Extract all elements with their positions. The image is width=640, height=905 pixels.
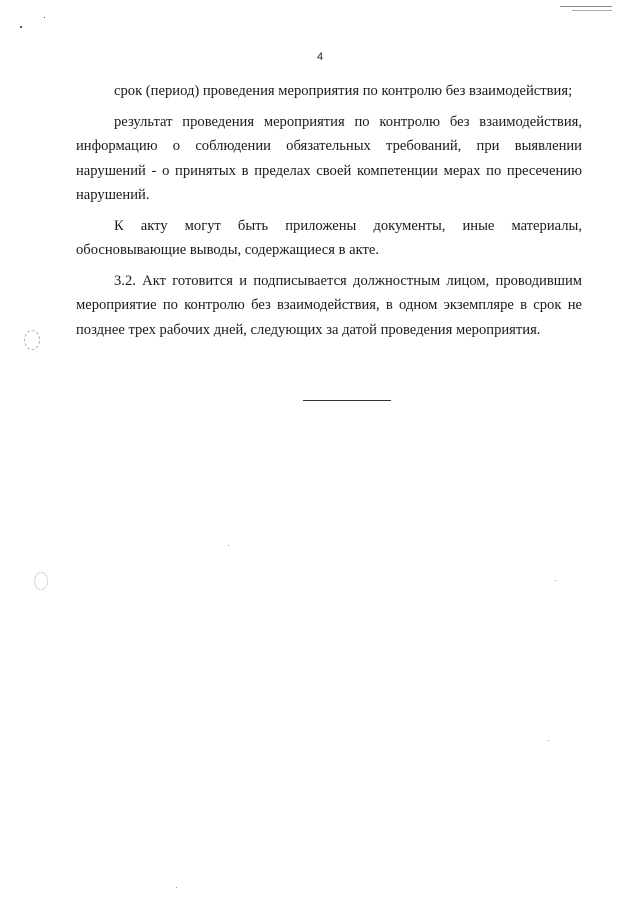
scan-speck	[548, 740, 549, 741]
binder-hole-mark	[24, 330, 40, 350]
paragraph-term: срок (период) проведения мероприятия по контролю без взаимодействия;	[114, 83, 573, 99]
paragraph-clause-3-2: 3.2. Акт готовится и подписывается должностным лицом, проводившим мероприятие по контролю без взаимодействия, в одном экземпляре в срок не позднее трех рабочих дней, следующих за датой проведения мероприятия.	[76, 272, 582, 338]
scan-speck	[20, 26, 22, 28]
paragraph-result: результат проведения мероприятия по контролю без взаимодействия, информацию о соблюдении обязательных требований, при выявлении нарушений - о принятых в пределах своей компетенции мерах по пресечению нарушений.	[76, 113, 582, 203]
scan-edge-line	[572, 10, 612, 11]
scan-speck	[555, 580, 556, 581]
scan-speck	[228, 545, 229, 546]
document-body	[76, 79, 582, 342]
binder-hole-mark	[34, 572, 48, 590]
scan-speck	[176, 887, 177, 888]
page-number: 4	[316, 51, 324, 63]
paragraph-attachments: К акту могут быть приложены документы, иные материалы, обосновывающие выводы, содержащиеся в акте.	[76, 217, 582, 258]
scan-edge-line	[560, 6, 612, 7]
end-of-text-rule	[303, 400, 391, 401]
scan-speck	[44, 17, 45, 18]
